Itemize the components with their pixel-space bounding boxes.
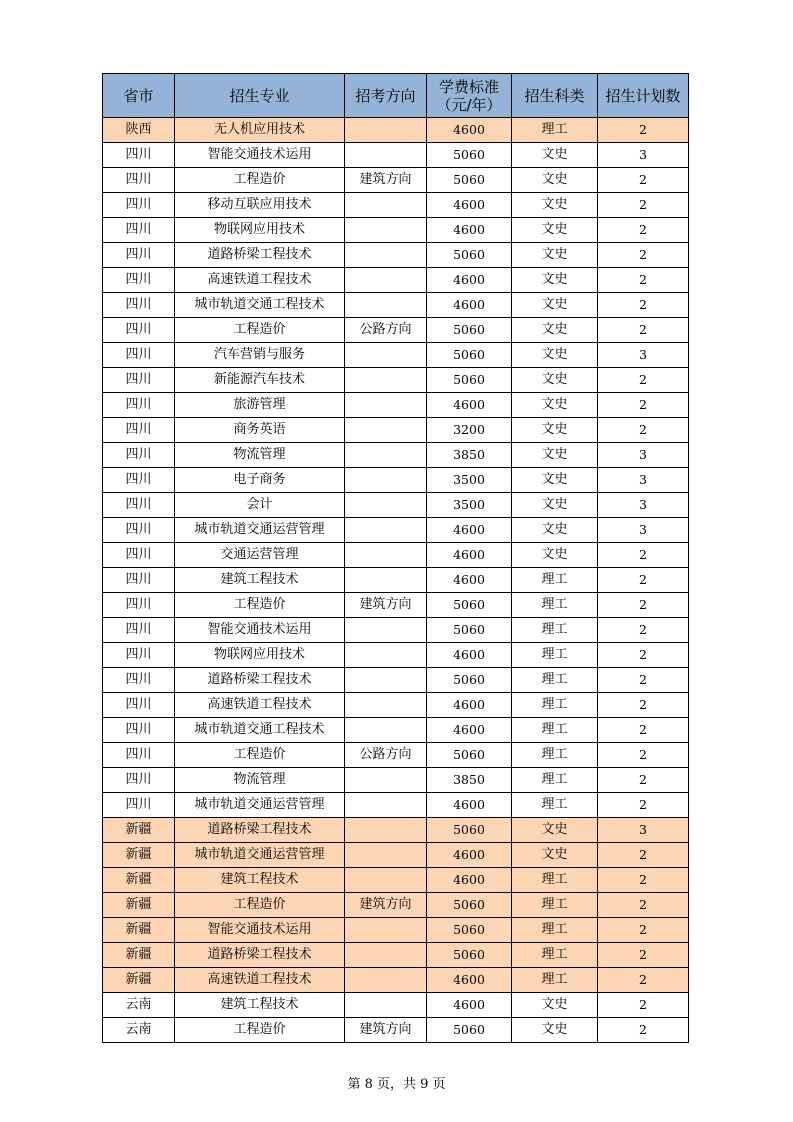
table-row (103, 593, 689, 618)
province-cell: 四川 (103, 318, 175, 343)
direction-cell (345, 218, 427, 243)
table-row (103, 568, 689, 593)
category-cell: 理工 (512, 968, 598, 993)
table-row (103, 893, 689, 918)
plan-count-cell: 2 (598, 543, 689, 568)
plan-count-cell: 2 (598, 218, 689, 243)
table-row (103, 518, 689, 543)
table-row (103, 718, 689, 743)
table-row (103, 318, 689, 343)
category-cell: 理工 (512, 593, 598, 618)
direction-cell (345, 243, 427, 268)
table-row (103, 1018, 689, 1043)
direction-cell: 建筑方向 (345, 593, 427, 618)
category-cell: 文史 (512, 493, 598, 518)
major-cell: 道路桥梁工程技术 (175, 818, 345, 843)
province-cell: 新疆 (103, 818, 175, 843)
table-row (103, 618, 689, 643)
table-row (103, 343, 689, 368)
province-cell: 四川 (103, 343, 175, 368)
province-cell: 陕西 (103, 118, 175, 143)
table-row (103, 943, 689, 968)
province-cell: 四川 (103, 293, 175, 318)
province-cell: 四川 (103, 543, 175, 568)
category-cell: 文史 (512, 543, 598, 568)
plan-count-cell: 2 (598, 618, 689, 643)
province-cell: 新疆 (103, 893, 175, 918)
tuition-cell: 5060 (427, 343, 512, 368)
major-cell: 物联网应用技术 (175, 218, 345, 243)
header-major: 招生专业 (175, 74, 345, 118)
province-cell: 四川 (103, 718, 175, 743)
direction-cell (345, 543, 427, 568)
tuition-cell: 3850 (427, 443, 512, 468)
direction-cell (345, 943, 427, 968)
province-cell: 四川 (103, 143, 175, 168)
major-cell: 新能源汽车技术 (175, 368, 345, 393)
major-cell: 会计 (175, 493, 345, 518)
table-row (103, 668, 689, 693)
direction-cell (345, 993, 427, 1018)
category-cell: 文史 (512, 1018, 598, 1043)
direction-cell (345, 518, 427, 543)
table-row (103, 218, 689, 243)
table-row (103, 418, 689, 443)
major-cell: 城市轨道交通运营管理 (175, 843, 345, 868)
category-cell: 文史 (512, 468, 598, 493)
table-row (103, 918, 689, 943)
tuition-cell: 4600 (427, 968, 512, 993)
plan-count-cell: 3 (598, 343, 689, 368)
major-cell: 工程造价 (175, 318, 345, 343)
major-cell: 城市轨道交通工程技术 (175, 293, 345, 318)
header-tuition-line2: （元/年） (436, 95, 502, 114)
category-cell: 理工 (512, 768, 598, 793)
direction-cell: 建筑方向 (345, 168, 427, 193)
category-cell: 文史 (512, 443, 598, 468)
category-cell: 文史 (512, 193, 598, 218)
province-cell: 四川 (103, 768, 175, 793)
tuition-cell: 5060 (427, 593, 512, 618)
table-row (103, 993, 689, 1018)
direction-cell (345, 643, 427, 668)
major-cell: 智能交通技术运用 (175, 918, 345, 943)
tuition-cell: 4600 (427, 268, 512, 293)
table-row (103, 543, 689, 568)
header-tuition-line1: 学费标准 (438, 77, 499, 96)
direction-cell: 建筑方向 (345, 1018, 427, 1043)
major-cell: 城市轨道交通运营管理 (175, 518, 345, 543)
tuition-cell: 4600 (427, 793, 512, 818)
table-row (103, 468, 689, 493)
category-cell: 理工 (512, 943, 598, 968)
category-cell: 理工 (512, 868, 598, 893)
tuition-cell: 4600 (427, 993, 512, 1018)
plan-count-cell: 2 (598, 943, 689, 968)
direction-cell (345, 268, 427, 293)
direction-cell (345, 793, 427, 818)
plan-count-cell: 2 (598, 393, 689, 418)
table-row (103, 493, 689, 518)
major-cell: 商务英语 (175, 418, 345, 443)
major-cell: 建筑工程技术 (175, 993, 345, 1018)
direction-cell (345, 918, 427, 943)
tuition-cell: 5060 (427, 943, 512, 968)
major-cell: 高速铁道工程技术 (175, 693, 345, 718)
province-cell: 四川 (103, 468, 175, 493)
header-province: 省市 (103, 74, 175, 118)
category-cell: 文史 (512, 318, 598, 343)
tuition-cell: 4600 (427, 218, 512, 243)
major-cell: 城市轨道交通运营管理 (175, 793, 345, 818)
province-cell: 四川 (103, 243, 175, 268)
category-cell: 理工 (512, 668, 598, 693)
province-cell: 四川 (103, 693, 175, 718)
plan-count-cell: 2 (598, 843, 689, 868)
tuition-cell: 3500 (427, 468, 512, 493)
major-cell: 高速铁道工程技术 (175, 968, 345, 993)
tuition-cell: 5060 (427, 143, 512, 168)
category-cell: 理工 (512, 918, 598, 943)
table-row (103, 793, 689, 818)
table-body (103, 118, 689, 1043)
category-cell: 理工 (512, 643, 598, 668)
direction-cell (345, 468, 427, 493)
tuition-cell: 4600 (427, 518, 512, 543)
tuition-cell: 3200 (427, 418, 512, 443)
major-cell: 工程造价 (175, 893, 345, 918)
plan-count-cell: 2 (598, 643, 689, 668)
major-cell: 移动互联应用技术 (175, 193, 345, 218)
direction-cell (345, 393, 427, 418)
province-cell: 四川 (103, 743, 175, 768)
plan-count-cell: 2 (598, 993, 689, 1018)
province-cell: 新疆 (103, 918, 175, 943)
category-cell: 理工 (512, 118, 598, 143)
direction-cell (345, 143, 427, 168)
plan-count-cell: 2 (598, 293, 689, 318)
table-row (103, 168, 689, 193)
plan-count-cell: 2 (598, 918, 689, 943)
major-cell: 城市轨道交通工程技术 (175, 718, 345, 743)
category-cell: 理工 (512, 618, 598, 643)
major-cell: 建筑工程技术 (175, 568, 345, 593)
major-cell: 电子商务 (175, 468, 345, 493)
province-cell: 四川 (103, 393, 175, 418)
province-cell: 四川 (103, 618, 175, 643)
category-cell: 理工 (512, 568, 598, 593)
direction-cell (345, 118, 427, 143)
plan-count-cell: 2 (598, 118, 689, 143)
table-row (103, 768, 689, 793)
major-cell: 物流管理 (175, 768, 345, 793)
tuition-cell: 4600 (427, 843, 512, 868)
plan-count-cell: 3 (598, 493, 689, 518)
major-cell: 工程造价 (175, 168, 345, 193)
direction-cell (345, 668, 427, 693)
direction-cell: 公路方向 (345, 318, 427, 343)
tuition-cell: 5060 (427, 368, 512, 393)
major-cell: 旅游管理 (175, 393, 345, 418)
tuition-cell: 4600 (427, 543, 512, 568)
table-row (103, 968, 689, 993)
table-row (103, 693, 689, 718)
tuition-cell: 5060 (427, 168, 512, 193)
direction-cell (345, 768, 427, 793)
major-cell: 物流管理 (175, 443, 345, 468)
tuition-cell: 5060 (427, 1018, 512, 1043)
plan-count-cell: 3 (598, 468, 689, 493)
major-cell: 工程造价 (175, 743, 345, 768)
province-cell: 四川 (103, 268, 175, 293)
table-row (103, 118, 689, 143)
category-cell: 文史 (512, 343, 598, 368)
tuition-cell: 5060 (427, 743, 512, 768)
province-cell: 四川 (103, 418, 175, 443)
plan-count-cell: 2 (598, 193, 689, 218)
category-cell: 文史 (512, 843, 598, 868)
tuition-cell: 5060 (427, 243, 512, 268)
header-category: 招生科类 (512, 74, 598, 118)
header-direction: 招考方向 (345, 74, 427, 118)
table-row (103, 293, 689, 318)
tuition-cell: 4600 (427, 868, 512, 893)
table-row (103, 643, 689, 668)
table-row (103, 143, 689, 168)
plan-count-cell: 2 (598, 418, 689, 443)
direction-cell: 公路方向 (345, 743, 427, 768)
table-row (103, 393, 689, 418)
enrollment-plan-table (102, 73, 689, 1043)
province-cell: 新疆 (103, 943, 175, 968)
tuition-cell: 5060 (427, 893, 512, 918)
direction-cell (345, 443, 427, 468)
category-cell: 文史 (512, 368, 598, 393)
plan-count-cell: 2 (598, 268, 689, 293)
table-row (103, 743, 689, 768)
plan-count-cell: 2 (598, 793, 689, 818)
plan-count-cell: 3 (598, 818, 689, 843)
plan-count-cell: 2 (598, 1018, 689, 1043)
province-cell: 四川 (103, 568, 175, 593)
plan-count-cell: 2 (598, 668, 689, 693)
province-cell: 四川 (103, 493, 175, 518)
table-row (103, 243, 689, 268)
tuition-cell: 3500 (427, 493, 512, 518)
category-cell: 文史 (512, 518, 598, 543)
category-cell: 文史 (512, 168, 598, 193)
category-cell: 文史 (512, 268, 598, 293)
direction-cell (345, 568, 427, 593)
plan-count-cell: 3 (598, 518, 689, 543)
province-cell: 新疆 (103, 843, 175, 868)
category-cell: 理工 (512, 893, 598, 918)
province-cell: 新疆 (103, 968, 175, 993)
plan-count-cell: 2 (598, 968, 689, 993)
direction-cell (345, 843, 427, 868)
province-cell: 四川 (103, 168, 175, 193)
plan-count-cell: 3 (598, 443, 689, 468)
province-cell: 云南 (103, 993, 175, 1018)
tuition-cell: 5060 (427, 818, 512, 843)
table-row (103, 818, 689, 843)
tuition-cell: 4600 (427, 193, 512, 218)
tuition-cell: 4600 (427, 693, 512, 718)
major-cell: 道路桥梁工程技术 (175, 243, 345, 268)
major-cell: 交通运营管理 (175, 543, 345, 568)
plan-count-cell: 2 (598, 318, 689, 343)
tuition-cell: 3850 (427, 768, 512, 793)
category-cell: 文史 (512, 218, 598, 243)
table-row (103, 843, 689, 868)
plan-count-cell: 2 (598, 168, 689, 193)
plan-count-cell: 2 (598, 893, 689, 918)
major-cell: 工程造价 (175, 1018, 345, 1043)
major-cell: 道路桥梁工程技术 (175, 668, 345, 693)
category-cell: 文史 (512, 418, 598, 443)
header-tuition (427, 74, 512, 118)
table-row (103, 193, 689, 218)
category-cell: 理工 (512, 793, 598, 818)
direction-cell (345, 293, 427, 318)
major-cell: 建筑工程技术 (175, 868, 345, 893)
category-cell: 理工 (512, 718, 598, 743)
category-cell: 文史 (512, 293, 598, 318)
major-cell: 道路桥梁工程技术 (175, 943, 345, 968)
province-cell: 四川 (103, 443, 175, 468)
tuition-cell: 4600 (427, 643, 512, 668)
page-footer: 第 8 页，共 9 页 (347, 1077, 446, 1092)
category-cell: 文史 (512, 143, 598, 168)
direction-cell (345, 718, 427, 743)
tuition-cell: 5060 (427, 318, 512, 343)
plan-count-cell: 2 (598, 693, 689, 718)
table-header-row (103, 74, 689, 118)
category-cell: 文史 (512, 393, 598, 418)
province-cell: 四川 (103, 643, 175, 668)
direction-cell (345, 368, 427, 393)
tuition-cell: 5060 (427, 918, 512, 943)
direction-cell (345, 493, 427, 518)
province-cell: 新疆 (103, 868, 175, 893)
plan-count-cell: 2 (598, 368, 689, 393)
table-row (103, 368, 689, 393)
direction-cell (345, 693, 427, 718)
direction-cell (345, 193, 427, 218)
direction-cell (345, 618, 427, 643)
category-cell: 文史 (512, 243, 598, 268)
plan-count-cell: 2 (598, 868, 689, 893)
plan-count-cell: 2 (598, 743, 689, 768)
province-cell: 云南 (103, 1018, 175, 1043)
province-cell: 四川 (103, 668, 175, 693)
tuition-cell: 4600 (427, 118, 512, 143)
plan-count-cell: 2 (598, 243, 689, 268)
tuition-cell: 4600 (427, 718, 512, 743)
province-cell: 四川 (103, 518, 175, 543)
plan-count-cell: 2 (598, 593, 689, 618)
province-cell: 四川 (103, 218, 175, 243)
major-cell: 物联网应用技术 (175, 643, 345, 668)
plan-count-cell: 3 (598, 143, 689, 168)
direction-cell (345, 343, 427, 368)
category-cell: 文史 (512, 993, 598, 1018)
tuition-cell: 4600 (427, 393, 512, 418)
major-cell: 无人机应用技术 (175, 118, 345, 143)
direction-cell (345, 868, 427, 893)
tuition-cell: 5060 (427, 668, 512, 693)
table-row (103, 868, 689, 893)
plan-count-cell: 2 (598, 718, 689, 743)
province-cell: 四川 (103, 193, 175, 218)
category-cell: 理工 (512, 693, 598, 718)
major-cell: 工程造价 (175, 593, 345, 618)
plan-count-cell: 2 (598, 568, 689, 593)
direction-cell (345, 418, 427, 443)
category-cell: 文史 (512, 818, 598, 843)
header-plan-count: 招生计划数 (598, 74, 689, 118)
category-cell: 理工 (512, 743, 598, 768)
major-cell: 汽车营销与服务 (175, 343, 345, 368)
major-cell: 智能交通技术运用 (175, 618, 345, 643)
direction-cell (345, 968, 427, 993)
tuition-cell: 4600 (427, 293, 512, 318)
plan-count-cell: 2 (598, 768, 689, 793)
province-cell: 四川 (103, 593, 175, 618)
province-cell: 四川 (103, 793, 175, 818)
major-cell: 智能交通技术运用 (175, 143, 345, 168)
direction-cell: 建筑方向 (345, 893, 427, 918)
tuition-cell: 4600 (427, 568, 512, 593)
major-cell: 高速铁道工程技术 (175, 268, 345, 293)
province-cell: 四川 (103, 368, 175, 393)
direction-cell (345, 818, 427, 843)
table-row (103, 268, 689, 293)
table-row (103, 443, 689, 468)
tuition-cell: 5060 (427, 618, 512, 643)
